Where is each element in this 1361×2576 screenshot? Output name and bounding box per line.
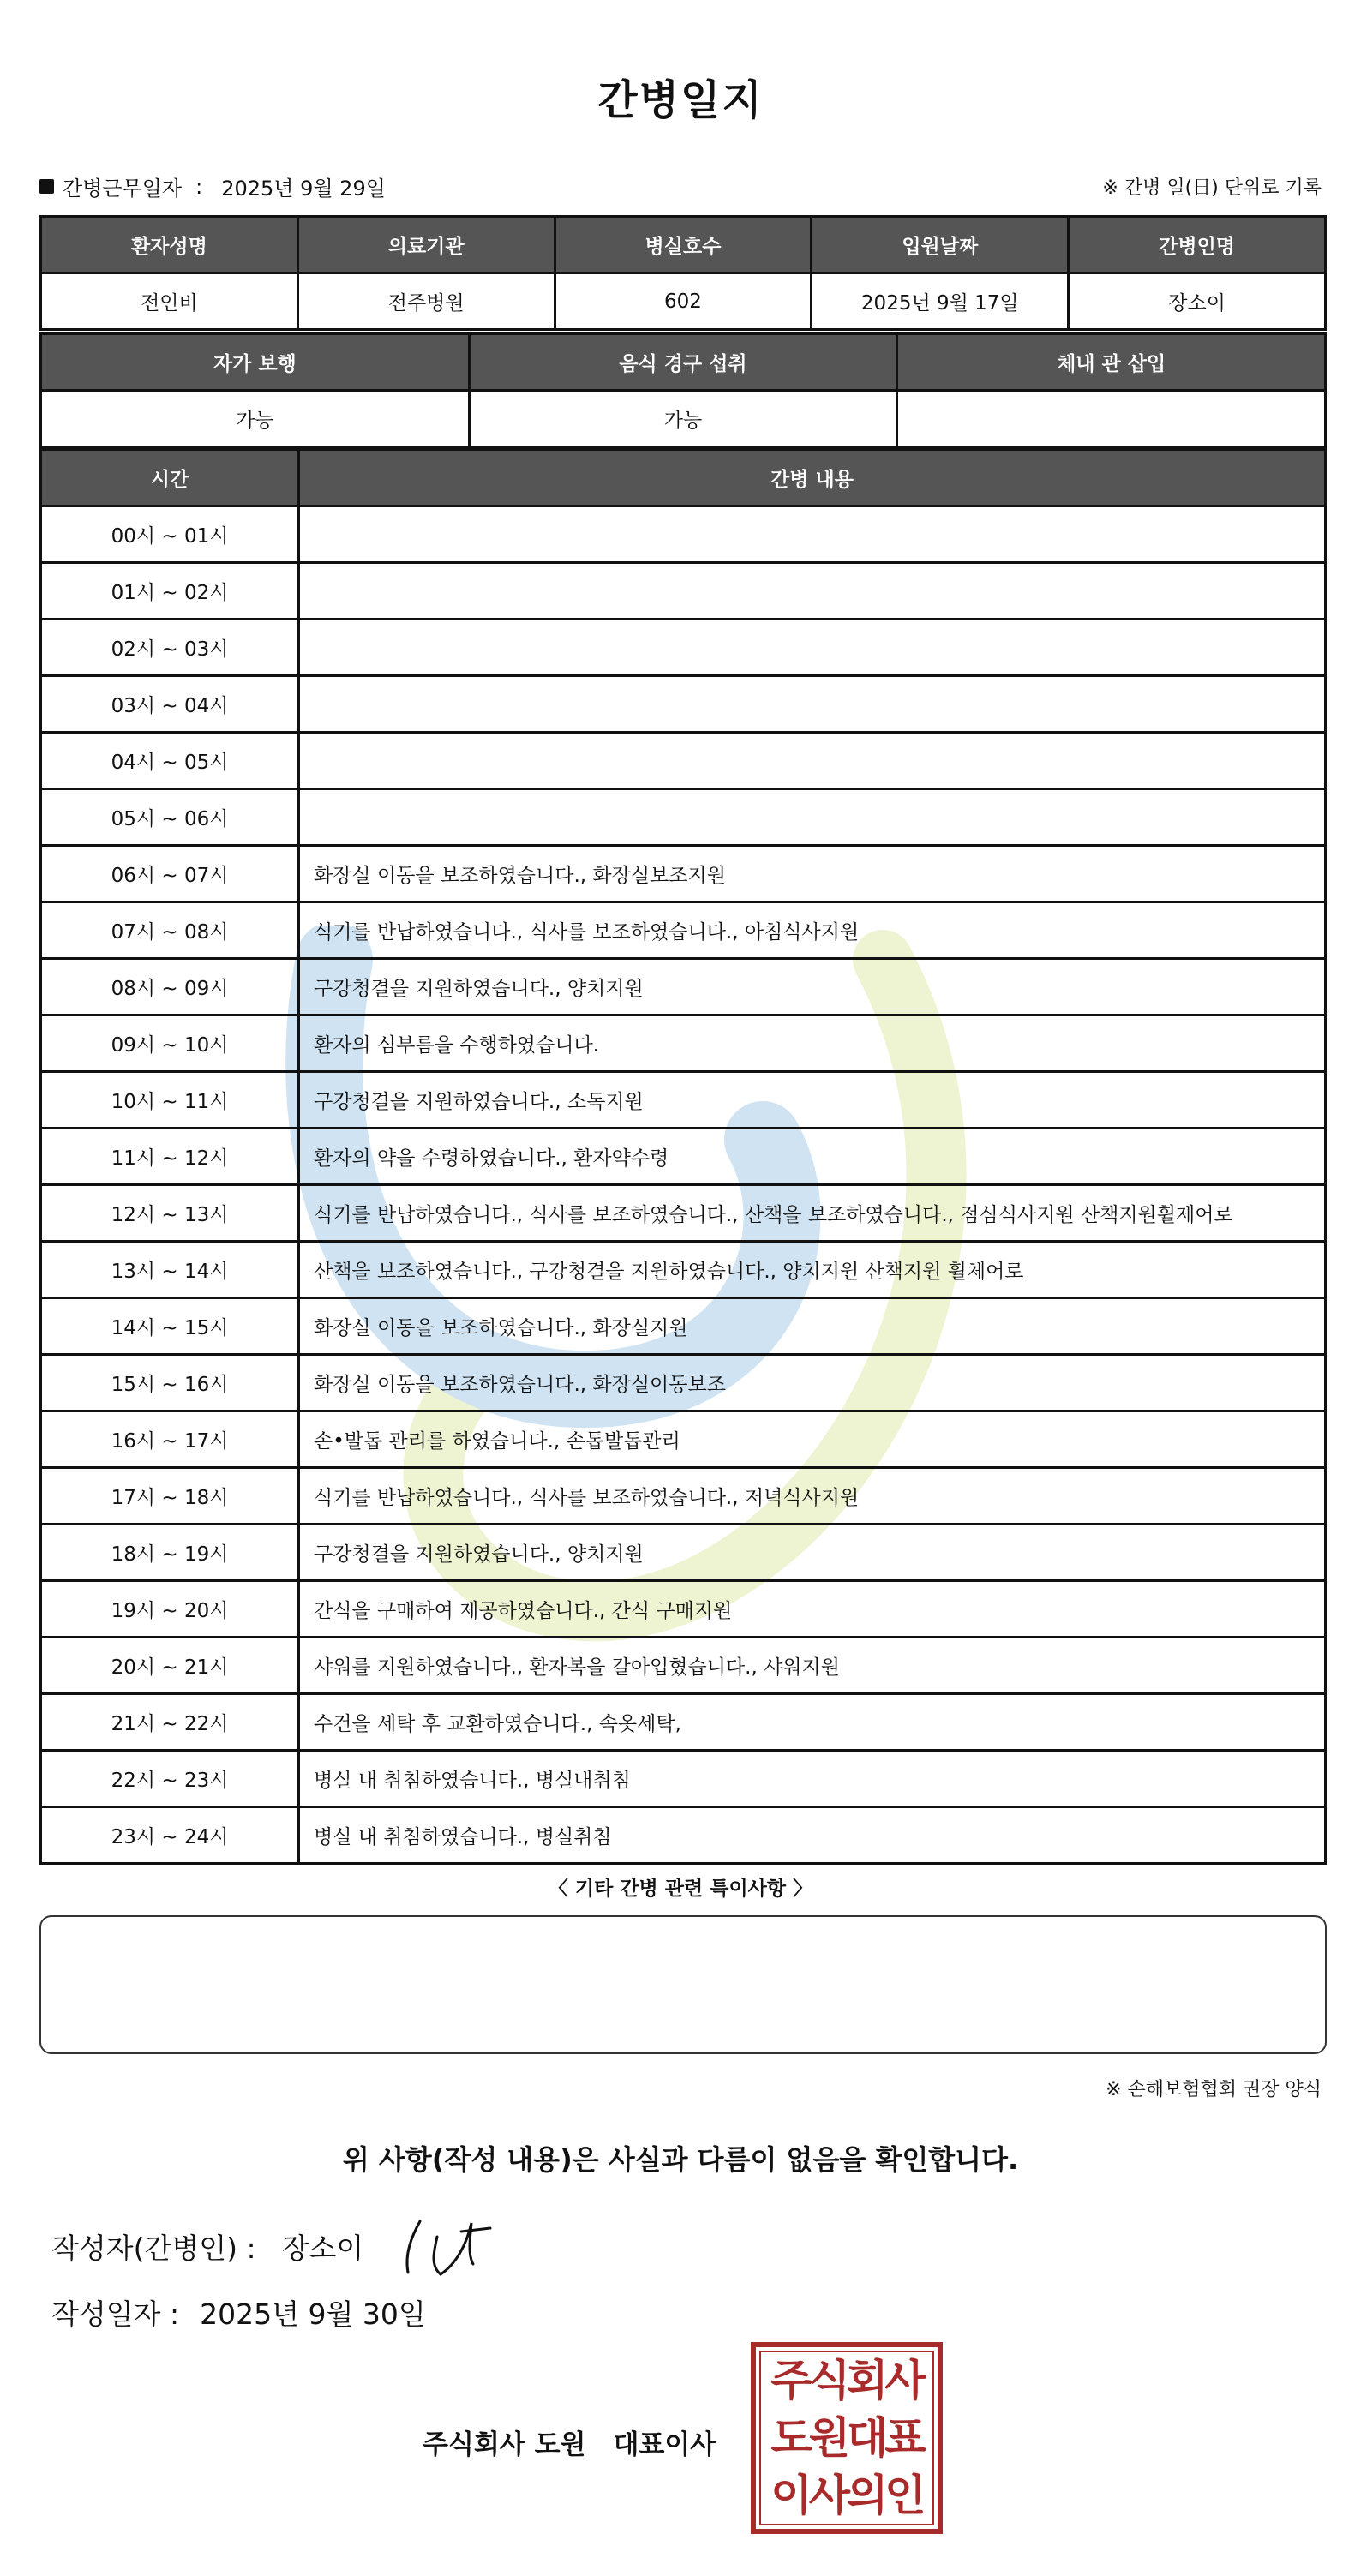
schedule-time-cell: 16시 ~ 17시 xyxy=(41,1411,299,1468)
header-hospital: 의료기관 xyxy=(297,217,555,273)
page-title: 간병일지 xyxy=(597,76,764,124)
schedule-time-cell: 00시 ~ 01시 xyxy=(41,506,299,563)
schedule-content-cell: 화장실 이동을 보조하였습니다., 화장실지원 xyxy=(299,1298,1326,1355)
schedule-content-cell: 구강청결을 지원하였습니다., 양치지원 xyxy=(299,959,1326,1015)
schedule-row xyxy=(41,733,1326,789)
schedule-time-cell: 12시 ~ 13시 xyxy=(41,1185,299,1242)
schedule-time-cell: 11시 ~ 12시 xyxy=(41,1129,299,1185)
schedule-content-cell: 병실 내 취침하였습니다., 병실취침 xyxy=(299,1807,1326,1864)
schedule-header-row xyxy=(41,450,1326,506)
schedule-time-cell: 10시 ~ 11시 xyxy=(41,1072,299,1129)
header-self-walking: 자가 보행 xyxy=(41,334,470,391)
schedule-time-cell: 09시 ~ 10시 xyxy=(41,1015,299,1072)
schedule-row xyxy=(41,1298,1326,1355)
schedule-time-cell: 04시 ~ 05시 xyxy=(41,733,299,789)
abilities-value-row xyxy=(41,391,1326,447)
patient-info-header-row xyxy=(41,217,1326,273)
schedule-row xyxy=(41,1468,1326,1525)
schedule-time-cell: 05시 ~ 06시 xyxy=(41,789,299,846)
schedule-row xyxy=(41,1638,1326,1694)
schedule-content-cell: 환자의 심부름을 수행하였습니다. xyxy=(299,1015,1326,1072)
value-admission-date: 2025년 9월 17일 xyxy=(812,273,1069,330)
schedule-row xyxy=(41,959,1326,1015)
schedule-time-cell: 22시 ~ 23시 xyxy=(41,1751,299,1807)
schedule-row xyxy=(41,506,1326,563)
schedule-content-cell: 식기를 반납하였습니다., 식사를 보조하였습니다., 산책을 보조하였습니다., 점심식사지원 산책지원휠제어로 xyxy=(299,1185,1326,1242)
schedule-row xyxy=(41,1751,1326,1807)
form-note: ※ 손해보험협회 권장 양식 xyxy=(1106,2079,1322,2100)
value-tube-insertion xyxy=(897,391,1326,447)
value-patient-name: 전인비 xyxy=(41,273,298,330)
schedule-row xyxy=(41,1072,1326,1129)
schedule-content-cell: 화장실 이동을 보조하였습니다., 화장실보조지원 xyxy=(299,846,1326,902)
confirmation-statement: 위 사항(작성 내용)은 사실과 다름이 없음을 확인합니다. xyxy=(342,2143,1019,2176)
schedule-time-cell: 17시 ~ 18시 xyxy=(41,1468,299,1525)
header-caregiver: 간병인명 xyxy=(1069,217,1326,273)
schedule-content-cell: 산책을 보조하였습니다., 구강청결을 지원하였습니다., 양치지원 산책지원 휠체어로 xyxy=(299,1242,1326,1298)
schedule-content-cell xyxy=(299,733,1326,789)
schedule-time-cell: 06시 ~ 07시 xyxy=(41,846,299,902)
header-patient-name: 환자성명 xyxy=(41,217,298,273)
schedule-time-cell: 02시 ~ 03시 xyxy=(41,620,299,676)
schedule-row xyxy=(41,1129,1326,1185)
header-time: 시간 xyxy=(41,450,299,506)
schedule-content-cell: 환자의 약을 수령하였습니다., 환자약수령 xyxy=(299,1129,1326,1185)
schedule-content-cell: 병실 내 취침하였습니다., 병실내취침 xyxy=(299,1751,1326,1807)
abilities-table xyxy=(39,332,1327,448)
written-date-line xyxy=(51,2292,426,2333)
value-self-walking: 가능 xyxy=(41,391,470,447)
patient-info-value-row xyxy=(41,273,1326,330)
schedule-content-cell: 식기를 반납하였습니다., 식사를 보조하였습니다., 저녁식사지원 xyxy=(299,1468,1326,1525)
company-rep: 대표이사 xyxy=(613,2429,716,2460)
schedule-time-cell: 21시 ~ 22시 xyxy=(41,1694,299,1751)
schedule-time-cell: 03시 ~ 04시 xyxy=(41,676,299,733)
schedule-row xyxy=(41,902,1326,959)
schedule-content-cell xyxy=(299,676,1326,733)
schedule-time-cell: 13시 ~ 14시 xyxy=(41,1242,299,1298)
written-date-value: 2025년 9월 30일 xyxy=(200,2297,426,2331)
seal-line: 주식회사 xyxy=(770,2355,923,2406)
patient-info-table xyxy=(39,215,1327,331)
schedule-row xyxy=(41,1015,1326,1072)
schedule-row xyxy=(41,1355,1326,1411)
schedule-time-cell: 08시 ~ 09시 xyxy=(41,959,299,1015)
schedule-content-cell: 식기를 반납하였습니다., 식사를 보조하였습니다., 아침식사지원 xyxy=(299,902,1326,959)
schedule-time-cell: 20시 ~ 21시 xyxy=(41,1638,299,1694)
schedule-row xyxy=(41,676,1326,733)
schedule-time-cell: 18시 ~ 19시 xyxy=(41,1525,299,1581)
value-room: 602 xyxy=(555,273,812,330)
work-date-value: 2025년 9월 29일 xyxy=(221,177,386,201)
value-hospital: 전주병원 xyxy=(297,273,555,330)
schedule-content-cell xyxy=(299,620,1326,676)
header-care-content: 간병 내용 xyxy=(299,450,1326,506)
schedule-content-cell: 손•발톱 관리를 하였습니다., 손톱발톱관리 xyxy=(299,1411,1326,1468)
schedule-table xyxy=(39,448,1327,1865)
schedule-content-cell: 간식을 구매하여 제공하였습니다., 간식 구매지원 xyxy=(299,1581,1326,1638)
schedule-content-cell: 구강청결을 지원하였습니다., 양치지원 xyxy=(299,1525,1326,1581)
writer-line xyxy=(51,2226,363,2267)
schedule-content-cell xyxy=(299,789,1326,846)
schedule-content-cell: 화장실 이동을 보조하였습니다., 화장실이동보조 xyxy=(299,1355,1326,1411)
bullet-square-icon xyxy=(39,179,54,194)
schedule-row xyxy=(41,620,1326,676)
signature-image xyxy=(396,2211,516,2279)
schedule-time-cell: 23시 ~ 24시 xyxy=(41,1807,299,1864)
value-caregiver: 장소이 xyxy=(1069,273,1326,330)
schedule-time-cell: 07시 ~ 08시 xyxy=(41,902,299,959)
header-tube-insertion: 체내 관 삽입 xyxy=(897,334,1326,391)
company-seal-stamp xyxy=(751,2342,943,2534)
schedule-time-cell: 14시 ~ 15시 xyxy=(41,1298,299,1355)
writer-name: 장소이 xyxy=(281,2232,364,2265)
schedule-row xyxy=(41,1581,1326,1638)
seal-inner xyxy=(759,2351,934,2525)
header-admission-date: 입원날짜 xyxy=(812,217,1069,273)
schedule-time-cell: 15시 ~ 16시 xyxy=(41,1355,299,1411)
company-name: 주식회사 도원 xyxy=(423,2429,586,2460)
schedule-content-cell xyxy=(299,506,1326,563)
value-oral-intake: 가능 xyxy=(469,391,897,447)
schedule-row xyxy=(41,1411,1326,1468)
seal-line: 도원대표 xyxy=(770,2411,923,2463)
schedule-time-cell: 19시 ~ 20시 xyxy=(41,1581,299,1638)
header-oral-intake: 음식 경구 섭취 xyxy=(469,334,897,391)
abilities-header-row xyxy=(41,334,1326,391)
schedule-row xyxy=(41,789,1326,846)
company-line xyxy=(423,2423,716,2461)
schedule-content-cell: 수건을 세탁 후 교환하였습니다., 속옷세탁, xyxy=(299,1694,1326,1751)
schedule-time-cell: 01시 ~ 02시 xyxy=(41,563,299,620)
schedule-content-cell xyxy=(299,563,1326,620)
seal-line: 이사의인 xyxy=(770,2469,923,2520)
schedule-row xyxy=(41,563,1326,620)
notes-box[interactable] xyxy=(39,1915,1327,2054)
unit-note: ※ 간병 일(日) 단위로 기록 xyxy=(1102,177,1322,199)
work-date-separator: : xyxy=(195,174,203,199)
schedule-content-cell: 샤워를 지원하였습니다., 환자복을 갈아입혔습니다., 샤워지원 xyxy=(299,1638,1326,1694)
schedule-content-cell: 구강청결을 지원하였습니다., 소독지원 xyxy=(299,1072,1326,1129)
schedule-row xyxy=(41,1242,1326,1298)
schedule-row xyxy=(41,1185,1326,1242)
notes-title: 〈 기타 간병 관련 특이사항 〉 xyxy=(548,1878,813,1900)
schedule-row xyxy=(41,846,1326,902)
written-date-label: 작성일자 : xyxy=(51,2297,180,2331)
writer-label: 작성자(간병인) : xyxy=(51,2232,256,2265)
schedule-row xyxy=(41,1694,1326,1751)
work-date xyxy=(39,171,386,201)
work-date-label: 간병근무일자 xyxy=(63,177,183,201)
schedule-row xyxy=(41,1807,1326,1864)
header-room: 병실호수 xyxy=(555,217,812,273)
schedule-body xyxy=(41,506,1326,1864)
schedule-row xyxy=(41,1525,1326,1581)
